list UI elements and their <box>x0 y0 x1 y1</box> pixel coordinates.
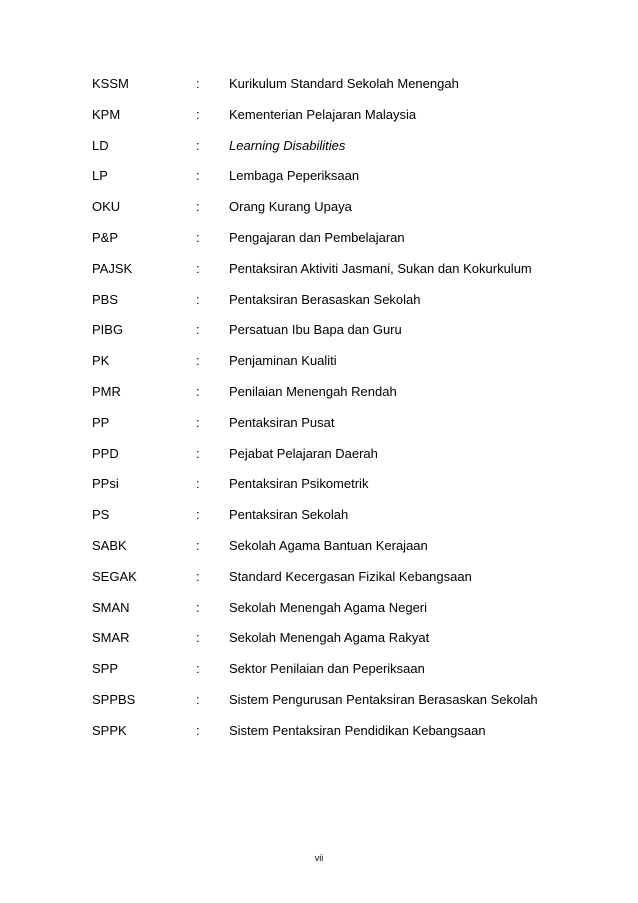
separator-colon: : <box>196 691 200 707</box>
abbreviation-meaning: Sekolah Menengah Agama Rakyat <box>229 630 430 646</box>
abbreviation-meaning: Pentaksiran Aktiviti Jasmani, Sukan dan Kokurkulum <box>229 260 532 276</box>
abbreviation-term: SABK <box>92 537 127 553</box>
abbreviation-meaning: Lembaga Peperiksaan <box>229 168 360 184</box>
abbreviation-row <box>92 723 612 754</box>
abbreviation-term: SMAR <box>92 630 130 646</box>
abbreviation-row <box>92 476 612 507</box>
abbreviation-term: SPPBS <box>92 691 136 707</box>
abbreviation-row <box>92 107 612 138</box>
abbreviation-meaning: Pentaksiran Berasaskan Sekolah <box>229 291 421 307</box>
abbreviation-term: OKU <box>92 199 121 215</box>
abbreviation-meaning: Sistem Pengurusan Pentaksiran Berasaskan Sekolah <box>229 691 538 707</box>
abbreviation-row <box>92 630 612 661</box>
separator-colon: : <box>196 168 200 184</box>
separator-colon: : <box>196 507 200 523</box>
abbreviation-row <box>92 230 612 261</box>
abbreviation-term: LD <box>92 137 109 153</box>
abbreviation-meaning: Kurikulum Standard Sekolah Menengah <box>229 76 459 91</box>
separator-colon: : <box>196 229 200 245</box>
abbreviation-term: P&P <box>92 229 119 245</box>
abbreviation-term: PS <box>92 507 110 523</box>
separator-colon: : <box>196 106 200 122</box>
separator-colon: : <box>196 383 200 399</box>
separator-colon: : <box>196 568 200 584</box>
separator-colon: : <box>196 291 200 307</box>
abbreviation-row <box>92 76 612 107</box>
abbreviation-meaning: Sektor Penilaian dan Peperiksaan <box>229 661 425 677</box>
abbreviation-row <box>92 261 612 292</box>
abbreviation-term: PPsi <box>92 476 119 492</box>
abbreviation-term: KSSM <box>92 76 129 91</box>
abbreviation-meaning: Persatuan Ibu Bapa dan Guru <box>229 322 402 338</box>
abbreviation-term: KPM <box>92 106 121 122</box>
separator-colon: : <box>196 537 200 553</box>
separator-colon: : <box>196 599 200 615</box>
abbreviation-row <box>92 138 612 169</box>
separator-colon: : <box>196 722 200 738</box>
abbreviation-meaning: Pentaksiran Psikometrik <box>229 476 369 492</box>
abbreviation-term: PPD <box>92 445 119 461</box>
abbreviation-meaning: Pentaksiran Pusat <box>229 414 335 430</box>
abbreviation-row <box>92 446 612 477</box>
abbreviation-row <box>92 353 612 384</box>
abbreviation-meaning: Penilaian Menengah Rendah <box>229 383 397 399</box>
abbreviation-term: PMR <box>92 383 121 399</box>
abbreviation-term: PIBG <box>92 322 124 338</box>
abbreviation-meaning: Orang Kurang Upaya <box>229 199 352 215</box>
abbreviation-meaning: Pentaksiran Sekolah <box>229 507 349 523</box>
separator-colon: : <box>196 260 200 276</box>
abbreviation-term: PBS <box>92 291 119 307</box>
abbreviation-meaning: Pengajaran dan Pembelajaran <box>229 229 405 245</box>
separator-colon: : <box>196 661 200 677</box>
abbreviation-meaning: Pejabat Pelajaran Daerah <box>229 445 378 461</box>
abbreviation-row <box>92 322 612 353</box>
abbreviation-meaning: Sekolah Agama Bantuan Kerajaan <box>229 537 428 553</box>
abbreviation-meaning: Sistem Pentaksiran Pendidikan Kebangsaan <box>229 722 486 738</box>
abbreviation-term: SMAN <box>92 599 130 615</box>
abbreviation-row <box>92 538 612 569</box>
abbreviation-meaning: Kementerian Pelajaran Malaysia <box>229 106 417 122</box>
separator-colon: : <box>196 476 200 492</box>
separator-colon: : <box>196 137 200 153</box>
abbreviation-term: SEGAK <box>92 568 137 584</box>
separator-colon: : <box>196 353 200 369</box>
abbreviation-meaning: Standard Kecergasan Fizikal Kebangsaan <box>229 568 472 584</box>
abbreviation-row <box>92 600 612 631</box>
abbreviation-row <box>92 661 612 692</box>
abbreviation-term: LP <box>92 168 108 184</box>
abbreviation-term: SPPK <box>92 722 127 738</box>
abbreviation-meaning: Penjaminan Kualiti <box>229 353 337 369</box>
abbreviation-term: PK <box>92 353 110 369</box>
abbreviation-row <box>92 168 612 199</box>
abbreviation-row <box>92 292 612 323</box>
separator-colon: : <box>196 322 200 338</box>
abbreviation-row <box>92 692 612 723</box>
separator-colon: : <box>196 630 200 646</box>
separator-colon: : <box>196 414 200 430</box>
abbreviation-row <box>92 199 612 230</box>
abbreviation-list <box>92 76 612 754</box>
abbreviation-term: SPP <box>92 661 119 677</box>
abbreviation-row <box>92 569 612 600</box>
separator-colon: : <box>196 76 200 91</box>
page-number: vii <box>314 853 324 863</box>
abbreviation-row <box>92 507 612 538</box>
abbreviation-meaning: Learning Disabilities <box>229 137 346 153</box>
abbreviation-term: PP <box>92 414 110 430</box>
separator-colon: : <box>196 199 200 215</box>
abbreviation-row <box>92 415 612 446</box>
abbreviation-row <box>92 384 612 415</box>
separator-colon: : <box>196 445 200 461</box>
abbreviation-term: PAJSK <box>92 260 133 276</box>
abbreviation-meaning: Sekolah Menengah Agama Negeri <box>229 599 428 615</box>
